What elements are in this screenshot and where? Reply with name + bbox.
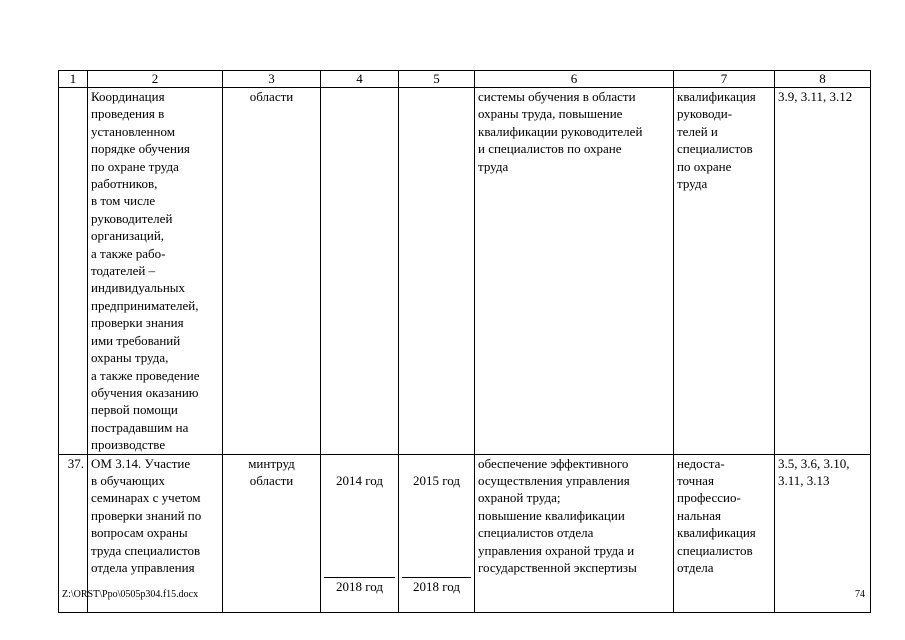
start-year-top: 2014 год — [336, 472, 383, 488]
row-number-cell: 37. — [59, 454, 88, 613]
result-cell: системы обучения в области охраны труда, повышение квалификации руководителей и специалистов по охране труда — [475, 88, 674, 455]
end-year-cell — [399, 88, 475, 455]
header-cell-5: 5 — [399, 71, 475, 88]
table-row — [59, 88, 871, 455]
header-cell-8: 8 — [775, 71, 871, 88]
start-year-bottom: 2018 год — [324, 577, 395, 595]
header-cell-3: 3 — [223, 71, 321, 88]
header-row — [59, 71, 871, 88]
header-cell-2: 2 — [88, 71, 223, 88]
result-cell: обеспечение эффективного осуществления управления охраной труда; повышение квалификации специалистов отдела управления охраной труда и государственной экспертизы — [475, 454, 674, 613]
measure-cell: Координация проведения в установленном порядке обучения по охране труда работников, в том числе руководителей организаций, а также рабо- тодателей – индивидуальных предпринимателей, проверки знания ими требований охраны труда, а также проведение обучения оказанию первой помощи пострадавшим на производстве — [88, 88, 223, 455]
executor-cell: области — [223, 88, 321, 455]
header-cell-1: 1 — [59, 71, 88, 88]
file-path: Z:\ORST\Ppo\0505p304.f15.docx — [62, 589, 199, 600]
header-cell-6: 6 — [475, 71, 674, 88]
end-year-cell — [399, 454, 475, 613]
header-cell-7: 7 — [674, 71, 775, 88]
executor-cell: минтруд области — [223, 454, 321, 613]
page-number: 74 — [855, 589, 865, 600]
end-year-top: 2015 год — [413, 472, 460, 488]
start-year-cell — [321, 454, 399, 613]
indicator-cell: 3.9, 3.11, 3.12 — [775, 88, 871, 455]
document-table — [58, 70, 871, 613]
row-number-cell — [59, 88, 88, 455]
end-year-bottom: 2018 год — [402, 577, 471, 595]
risk-cell: квалификация руководи- телей и специалистов по охране труда — [674, 88, 775, 455]
header-cell-4: 4 — [321, 71, 399, 88]
indicator-cell: 3.5, 3.6, 3.10, 3.11, 3.13 — [775, 454, 871, 613]
measure-cell: ОМ 3.14. Участие в обучающих семинарах с учетом проверки знаний по вопросам охраны труда специалистов отдела управления — [88, 454, 223, 613]
risk-cell: недоста- точная профессио- нальная квалификация специалистов отдела — [674, 454, 775, 613]
start-year-cell — [321, 88, 399, 455]
